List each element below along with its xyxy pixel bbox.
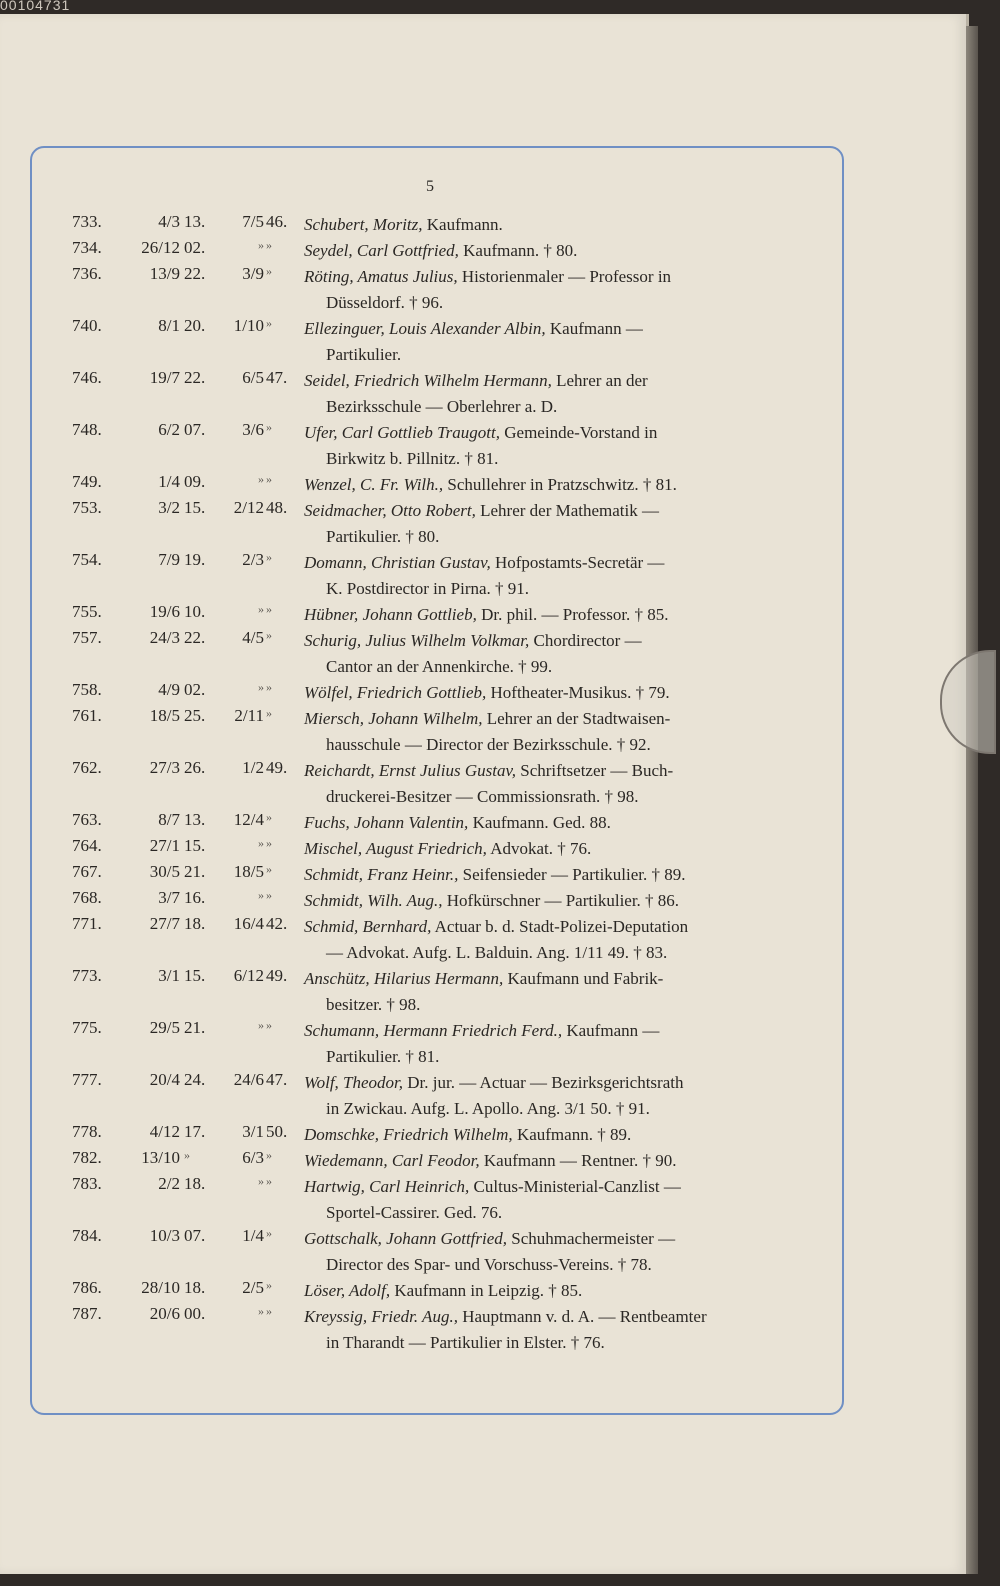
admission-year: »: [266, 1148, 272, 1162]
admission-year: 46.: [266, 212, 288, 231]
entry-number: 768.: [72, 888, 102, 907]
entry-year: 07.: [184, 420, 206, 439]
description-continuation: druckerei-Besitzer — Commissionsrath. † 98.: [326, 787, 639, 806]
admission-year: »: [266, 888, 272, 902]
entry-year: 13.: [184, 810, 206, 829]
member-description: Kaufmann. † 89.: [516, 1125, 632, 1144]
entry-date: 30/5: [149, 862, 180, 881]
admission-year: »: [266, 550, 272, 564]
member-name: Kreyssig, Friedr. Aug.,: [304, 1307, 458, 1326]
member-description: Lehrer der Mathematik —: [480, 501, 660, 520]
page-edge: [966, 26, 978, 1574]
description-continuation: Cantor an der Annenkirche. † 99.: [326, 657, 553, 676]
member-description: Schuhmachermeister —: [511, 1229, 676, 1248]
member-description: Dr. jur. — Actuar — Bezirksgerichtsrath: [407, 1073, 684, 1092]
admission-year: »: [266, 264, 272, 278]
entry-text: [304, 862, 802, 888]
entry-date: 29/5: [149, 1018, 180, 1037]
admission-date: 1/4: [242, 1226, 264, 1245]
entry-text: [304, 1226, 802, 1278]
entry-year: 20.: [184, 316, 206, 335]
member-name: Fuchs, Johann Valentin,: [304, 813, 469, 832]
member-name: Mischel, August Friedrich,: [304, 839, 487, 858]
list-item: [72, 264, 802, 316]
description-continuation: K. Postdirector in Pirna. † 91.: [326, 579, 530, 598]
entry-date: 13/10: [141, 1148, 180, 1167]
member-name: Schubert, Moritz,: [304, 215, 423, 234]
admission-year: »: [266, 238, 272, 252]
admission-date: »: [258, 680, 264, 694]
entry-number: 763.: [72, 810, 102, 829]
admission-date: »: [258, 472, 264, 486]
list-item: [72, 628, 802, 680]
member-description: Advokat. † 76.: [490, 839, 592, 858]
description-continuation: Partikulier. † 80.: [326, 527, 440, 546]
admission-date: 1/2: [242, 758, 264, 777]
description-continuation: Düsseldorf. † 96.: [326, 293, 444, 312]
entry-year: 18.: [184, 914, 206, 933]
entry-number: 787.: [72, 1304, 102, 1323]
member-name: Gottschalk, Johann Gottfried,: [304, 1229, 508, 1248]
list-item: [72, 680, 802, 706]
member-description: Chordirector —: [533, 631, 642, 650]
entry-date: 1/4: [158, 472, 180, 491]
list-item: [72, 238, 802, 264]
member-name: Schmid, Bernhard,: [304, 917, 432, 936]
entry-number: 746.: [72, 368, 102, 387]
entry-year: 15.: [184, 836, 206, 855]
member-name: Schmidt, Wilh. Aug.,: [304, 891, 443, 910]
entry-text: [304, 758, 802, 810]
admission-date: 1/10: [233, 316, 264, 335]
member-description: Kaufmann und Fabrik-: [507, 969, 664, 988]
list-item: [72, 706, 802, 758]
member-description: Hauptmann v. d. A. — Rentbeamter: [462, 1307, 707, 1326]
admission-year: 50.: [266, 1122, 288, 1141]
entry-number: 734.: [72, 238, 102, 257]
admission-date: »: [258, 888, 264, 902]
admission-year: 47.: [266, 368, 288, 387]
list-item: [72, 914, 802, 966]
admission-year: »: [266, 628, 272, 642]
entry-date: 3/7: [158, 888, 180, 907]
member-name: Ellezinguer, Louis Alexander Albin,: [304, 319, 546, 338]
member-name: Schumann, Hermann Friedrich Ferd.,: [304, 1021, 563, 1040]
entry-year: 25.: [184, 706, 206, 725]
list-item: [72, 550, 802, 602]
entry-number: 736.: [72, 264, 102, 283]
entry-number: 764.: [72, 836, 102, 855]
entry-text: [304, 1304, 802, 1356]
admission-year: 48.: [266, 498, 288, 517]
entry-text: [304, 1070, 802, 1122]
admission-date: 3/1: [242, 1122, 264, 1141]
member-name: Wenzel, C. Fr. Wilh.,: [304, 475, 444, 494]
list-item: [72, 1278, 802, 1304]
entry-text: [304, 550, 802, 602]
entry-date: 20/6: [149, 1304, 180, 1323]
entry-year: 13.: [184, 212, 206, 231]
admission-year: »: [266, 472, 272, 486]
entry-date: 27/1: [149, 836, 180, 855]
list-item: [72, 420, 802, 472]
admission-year: »: [266, 1018, 272, 1032]
admission-date: »: [258, 1018, 264, 1032]
list-item: [72, 888, 802, 914]
entry-year: 10.: [184, 602, 206, 621]
entry-number: 733.: [72, 212, 102, 231]
entry-number: 749.: [72, 472, 102, 491]
list-item: [72, 836, 802, 862]
entry-date: 8/7: [158, 810, 180, 829]
entry-year: 09.: [184, 472, 206, 491]
entry-date: 28/10: [141, 1278, 180, 1297]
entry-date: 4/3: [158, 212, 180, 231]
admission-year: »: [266, 1174, 272, 1188]
entry-number: 755.: [72, 602, 102, 621]
description-continuation: Birkwitz b. Pillnitz. † 81.: [326, 449, 499, 468]
admission-year: »: [266, 1304, 272, 1318]
list-item: [72, 1226, 802, 1278]
entry-year: 00.: [184, 1304, 206, 1323]
member-name: Anschütz, Hilarius Hermann,: [304, 969, 504, 988]
member-description: Historienmaler — Professor in: [461, 267, 672, 286]
description-continuation: Partikulier. † 81.: [326, 1047, 440, 1066]
entry-year: 15.: [184, 498, 206, 517]
admission-date: 12/4: [233, 810, 264, 829]
member-description: Actuar b. d. Stadt-Polizei-Deputation: [434, 917, 689, 936]
admission-year: 42.: [266, 914, 288, 933]
admission-date: 2/12: [233, 498, 264, 517]
list-item: [72, 810, 802, 836]
entry-text: [304, 628, 802, 680]
entry-number: 757.: [72, 628, 102, 647]
entry-date: 26/12: [141, 238, 180, 257]
entry-year: 17.: [184, 1122, 206, 1141]
member-name: Wölfel, Friedrich Gottlieb,: [304, 683, 487, 702]
entry-year: 16.: [184, 888, 206, 907]
entry-text: [304, 1174, 802, 1226]
entry-text: [304, 810, 802, 836]
member-description: Hoftheater-Musikus. † 79.: [490, 683, 670, 702]
entry-year: 07.: [184, 1226, 206, 1245]
entry-text: [304, 472, 802, 498]
member-name: Domann, Christian Gustav,: [304, 553, 491, 572]
entry-number: 786.: [72, 1278, 102, 1297]
entry-date: 8/1: [158, 316, 180, 335]
member-name: Löser, Adolf,: [304, 1281, 391, 1300]
entry-number: 784.: [72, 1226, 102, 1245]
member-description: Hofkürschner — Partikulier. † 86.: [446, 891, 680, 910]
admission-date: 6/3: [242, 1148, 264, 1167]
entry-text: [304, 1278, 802, 1304]
entry-date: 7/9: [158, 550, 180, 569]
entry-text: [304, 1018, 802, 1070]
entry-year: »: [184, 1148, 190, 1162]
member-name: Ufer, Carl Gottlieb Traugott,: [304, 423, 500, 442]
entry-date: 10/3: [149, 1226, 180, 1245]
entry-number: 775.: [72, 1018, 102, 1037]
admission-year: »: [266, 680, 272, 694]
entry-date: 24/3: [149, 628, 180, 647]
member-name: Reichardt, Ernst Julius Gustav,: [304, 761, 517, 780]
entry-text: [304, 212, 802, 238]
entry-year: 02.: [184, 238, 206, 257]
entry-number: 782.: [72, 1148, 102, 1167]
entry-date: 3/1: [158, 966, 180, 985]
entry-text: [304, 264, 802, 316]
entry-year: 18.: [184, 1278, 206, 1297]
admission-date: 24/6: [233, 1070, 264, 1089]
list-item: [72, 472, 802, 498]
entry-number: 778.: [72, 1122, 102, 1141]
admission-date: 3/6: [242, 420, 264, 439]
member-description: Kaufmann.: [426, 215, 503, 234]
entry-year: 15.: [184, 966, 206, 985]
member-name: Miersch, Johann Wilhelm,: [304, 709, 483, 728]
page-number: 5: [426, 178, 434, 195]
description-continuation: besitzer. † 98.: [326, 995, 421, 1014]
admission-date: »: [258, 836, 264, 850]
list-item: [72, 1304, 802, 1356]
entry-year: 22.: [184, 368, 206, 387]
entry-date: 4/12: [149, 1122, 180, 1141]
member-description: Gemeinde-Vorstand in: [504, 423, 658, 442]
member-description: Schullehrer in Pratzschwitz. † 81.: [447, 475, 677, 494]
entry-year: 24.: [184, 1070, 206, 1089]
member-description: Kaufmann. Ged. 88.: [472, 813, 611, 832]
member-description: Cultus-Ministerial-Canzlist —: [473, 1177, 681, 1196]
entry-year: 21.: [184, 1018, 206, 1037]
list-item: [72, 1018, 802, 1070]
admission-year: »: [266, 316, 272, 330]
member-description: Kaufmann —: [549, 319, 643, 338]
member-description: Schriftsetzer — Buch-: [520, 761, 674, 780]
admission-date: »: [258, 1304, 264, 1318]
entry-number: 753.: [72, 498, 102, 517]
entry-text: [304, 420, 802, 472]
entry-number: 758.: [72, 680, 102, 699]
admission-year: »: [266, 602, 272, 616]
admission-year: »: [266, 420, 272, 434]
entry-date: 20/4: [149, 1070, 180, 1089]
admission-year: »: [266, 1226, 272, 1240]
entry-date: 27/3: [149, 758, 180, 777]
description-continuation: Director des Spar- und Vorschuss-Vereins. † 78.: [326, 1255, 652, 1274]
entry-year: 26.: [184, 758, 206, 777]
admission-date: »: [258, 238, 264, 252]
member-name: Domschke, Friedrich Wilhelm,: [304, 1125, 513, 1144]
member-list: [72, 212, 802, 1356]
list-item: [72, 498, 802, 550]
entry-text: [304, 1148, 802, 1174]
list-item: [72, 1174, 802, 1226]
admission-year: »: [266, 836, 272, 850]
entry-date: 19/6: [149, 602, 180, 621]
admission-date: 2/3: [242, 550, 264, 569]
list-item: [72, 862, 802, 888]
description-continuation: — Advokat. Aufg. L. Balduin. Ang. 1/11 49. † 83.: [326, 943, 668, 962]
entry-text: [304, 602, 802, 628]
admission-year: »: [266, 810, 272, 824]
description-continuation: Sportel-Cassirer. Ged. 76.: [326, 1203, 503, 1222]
member-description: Seifensieder — Partikulier. † 89.: [462, 865, 686, 884]
entry-number: 761.: [72, 706, 102, 725]
member-name: Wiedemann, Carl Feodor,: [304, 1151, 480, 1170]
scan-header-id: 00104731: [0, 0, 71, 13]
entry-number: 740.: [72, 316, 102, 335]
entry-number: 762.: [72, 758, 102, 777]
admission-date: 6/5: [242, 368, 264, 387]
entry-text: [304, 706, 802, 758]
list-item: [72, 966, 802, 1018]
member-name: Wolf, Theodor,: [304, 1073, 404, 1092]
entry-number: 777.: [72, 1070, 102, 1089]
list-item: [72, 758, 802, 810]
entry-text: [304, 316, 802, 368]
list-item: [72, 1148, 802, 1174]
member-name: Hübner, Johann Gottlieb,: [304, 605, 477, 624]
entry-year: 22.: [184, 264, 206, 283]
admission-date: 3/9: [242, 264, 264, 283]
entry-date: 2/2: [158, 1174, 180, 1193]
entry-year: 02.: [184, 680, 206, 699]
member-name: Seidmacher, Otto Robert,: [304, 501, 476, 520]
entry-number: 748.: [72, 420, 102, 439]
admission-year: »: [266, 862, 272, 876]
entry-date: 4/9: [158, 680, 180, 699]
admission-date: 18/5: [233, 862, 264, 881]
entry-text: [304, 238, 802, 264]
member-description: Dr. phil. — Professor. † 85.: [481, 605, 669, 624]
entry-text: [304, 1122, 802, 1148]
list-item: [72, 602, 802, 628]
entry-year: 18.: [184, 1174, 206, 1193]
entry-date: 3/2: [158, 498, 180, 517]
entry-date: 19/7: [149, 368, 180, 387]
entry-date: 13/9: [149, 264, 180, 283]
entry-year: 19.: [184, 550, 206, 569]
list-item: [72, 316, 802, 368]
entry-number: 767.: [72, 862, 102, 881]
member-name: Seydel, Carl Gottfried,: [304, 241, 459, 260]
member-description: Hofpostamts-Secretär —: [494, 553, 665, 572]
admission-date: 4/5: [242, 628, 264, 647]
description-continuation: in Zwickau. Aufg. L. Apollo. Ang. 3/1 50. † 91.: [326, 1099, 650, 1118]
admission-date: 2/11: [234, 706, 264, 725]
entry-text: [304, 966, 802, 1018]
member-description: Lehrer an der Stadtwaisen-: [486, 709, 671, 728]
admission-date: »: [258, 602, 264, 616]
entry-year: 22.: [184, 628, 206, 647]
list-item: [72, 1122, 802, 1148]
entry-number: 773.: [72, 966, 102, 985]
admission-date: 6/12: [233, 966, 264, 985]
member-description: Kaufmann — Rentner. † 90.: [483, 1151, 677, 1170]
list-item: [72, 212, 802, 238]
entry-text: [304, 914, 802, 966]
list-item: [72, 1070, 802, 1122]
member-name: Hartwig, Carl Heinrich,: [304, 1177, 470, 1196]
admission-year: »: [266, 1278, 272, 1292]
list-item: [72, 368, 802, 420]
entry-date: 6/2: [158, 420, 180, 439]
description-continuation: hausschule — Director der Bezirksschule. † 92.: [326, 735, 651, 754]
admission-year: 47.: [266, 1070, 288, 1089]
admission-year: »: [266, 706, 272, 720]
entry-number: 771.: [72, 914, 102, 933]
member-name: Röting, Amatus Julius,: [304, 267, 458, 286]
entry-date: 18/5: [149, 706, 180, 725]
entry-text: [304, 368, 802, 420]
admission-date: 7/5: [242, 212, 264, 231]
description-continuation: Bezirksschule — Oberlehrer a. D.: [326, 397, 558, 416]
admission-date: »: [258, 1174, 264, 1188]
description-continuation: Partikulier.: [326, 345, 402, 364]
admission-year: 49.: [266, 758, 288, 777]
member-description: Lehrer an der: [556, 371, 648, 390]
admission-date: 2/5: [242, 1278, 264, 1297]
entry-number: 754.: [72, 550, 102, 569]
entry-text: [304, 498, 802, 550]
admission-date: 16/4: [233, 914, 264, 933]
member-description: Kaufmann —: [566, 1021, 660, 1040]
entry-year: 21.: [184, 862, 206, 881]
member-name: Schurig, Julius Wilhelm Volkmar,: [304, 631, 530, 650]
member-name: Seidel, Friedrich Wilhelm Hermann,: [304, 371, 552, 390]
entry-text: [304, 888, 802, 914]
member-name: Schmidt, Franz Heinr.,: [304, 865, 459, 884]
entry-text: [304, 680, 802, 706]
member-description: Kaufmann. † 80.: [463, 241, 578, 260]
admission-year: 49.: [266, 966, 288, 985]
member-description: Kaufmann in Leipzig. † 85.: [394, 1281, 583, 1300]
description-continuation: in Tharandt — Partikulier in Elster. † 76.: [326, 1333, 605, 1352]
entry-date: 27/7: [149, 914, 180, 933]
entry-text: [304, 836, 802, 862]
entry-number: 783.: [72, 1174, 102, 1193]
